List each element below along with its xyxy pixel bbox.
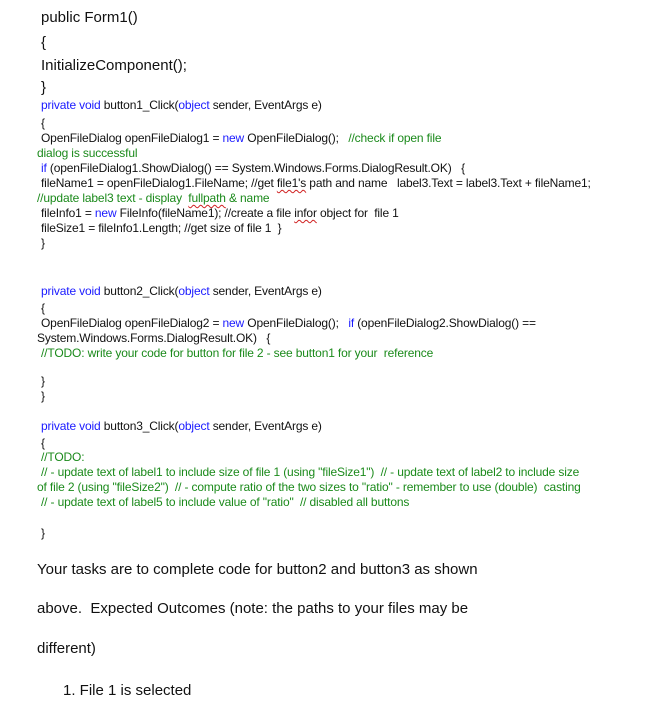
button1-line-2: dialog is successful	[37, 146, 138, 160]
button3-todo: //TODO:	[41, 450, 85, 464]
button2-todo: //TODO: write your code for button for file 2 - see button1 for your reference	[41, 346, 434, 360]
button2-close-brace-inner: }	[41, 374, 45, 388]
ctor-signature: public Form1()	[41, 9, 138, 26]
button1-line-6: fileInfo1 = new FileInfo(fileName1); //create a file infor object for file 1	[41, 206, 399, 220]
button2-close-brace-outer: }	[41, 389, 45, 403]
button2-line-1: OpenFileDialog openFileDialog2 = new OpenFileDialog(); if (openFileDialog2.ShowDialog() ==	[41, 316, 536, 330]
button1-close-brace: }	[41, 236, 45, 250]
button1-line-7: fileSize1 = fileInfo1.Length; //get size of file 1 }	[41, 221, 282, 235]
button2-signature: private void button2_Click(object sender, EventArgs e)	[41, 284, 322, 298]
instructions-line-2: above. Expected Outcomes (note: the paths to your files may be	[37, 600, 469, 617]
ctor-close-brace: }	[41, 79, 47, 96]
button1-line-1: OpenFileDialog openFileDialog1 = new OpenFileDialog(); //check if open file	[41, 131, 442, 145]
button3-signature: private void button3_Click(object sender, EventArgs e)	[41, 419, 322, 433]
button1-line-4: fileName1 = openFileDialog1.FileName; //get file1's path and name label3.Text = label3.Text + fileName1;	[41, 176, 591, 190]
ctor-init-call: InitializeComponent();	[41, 57, 187, 74]
button3-comment-1: // - update text of label1 to include size of file 1 (using "fileSize1") // - update text of label2 to include size	[41, 465, 580, 479]
button2-open-brace: {	[41, 301, 45, 315]
button1-line-5: //update label3 text - display fullpath & name	[37, 191, 270, 205]
button1-signature: private void button1_Click(object sender, EventArgs e)	[41, 98, 322, 112]
button3-close-brace: }	[41, 526, 45, 540]
ctor-open-brace: {	[41, 34, 47, 51]
outcome-list-item-1: 1. File 1 is selected	[63, 682, 192, 699]
button3-comment-2: of file 2 (using "fileSize2") // - compute ratio of the two sizes to "ratio" - remember to use (double) casting	[37, 480, 581, 494]
button1-open-brace: {	[41, 116, 45, 130]
button3-open-brace: {	[41, 436, 45, 450]
instructions-line-3: different)	[37, 640, 96, 657]
button2-line-2: System.Windows.Forms.DialogResult.OK) {	[37, 331, 271, 345]
button1-line-3: if (openFileDialog1.ShowDialog() == System.Windows.Forms.DialogResult.OK) {	[41, 161, 465, 175]
button3-comment-3: // - update text of label5 to include value of "ratio" // disabled all buttons	[41, 495, 410, 509]
instructions-line-1: Your tasks are to complete code for button2 and button3 as shown	[37, 561, 478, 578]
